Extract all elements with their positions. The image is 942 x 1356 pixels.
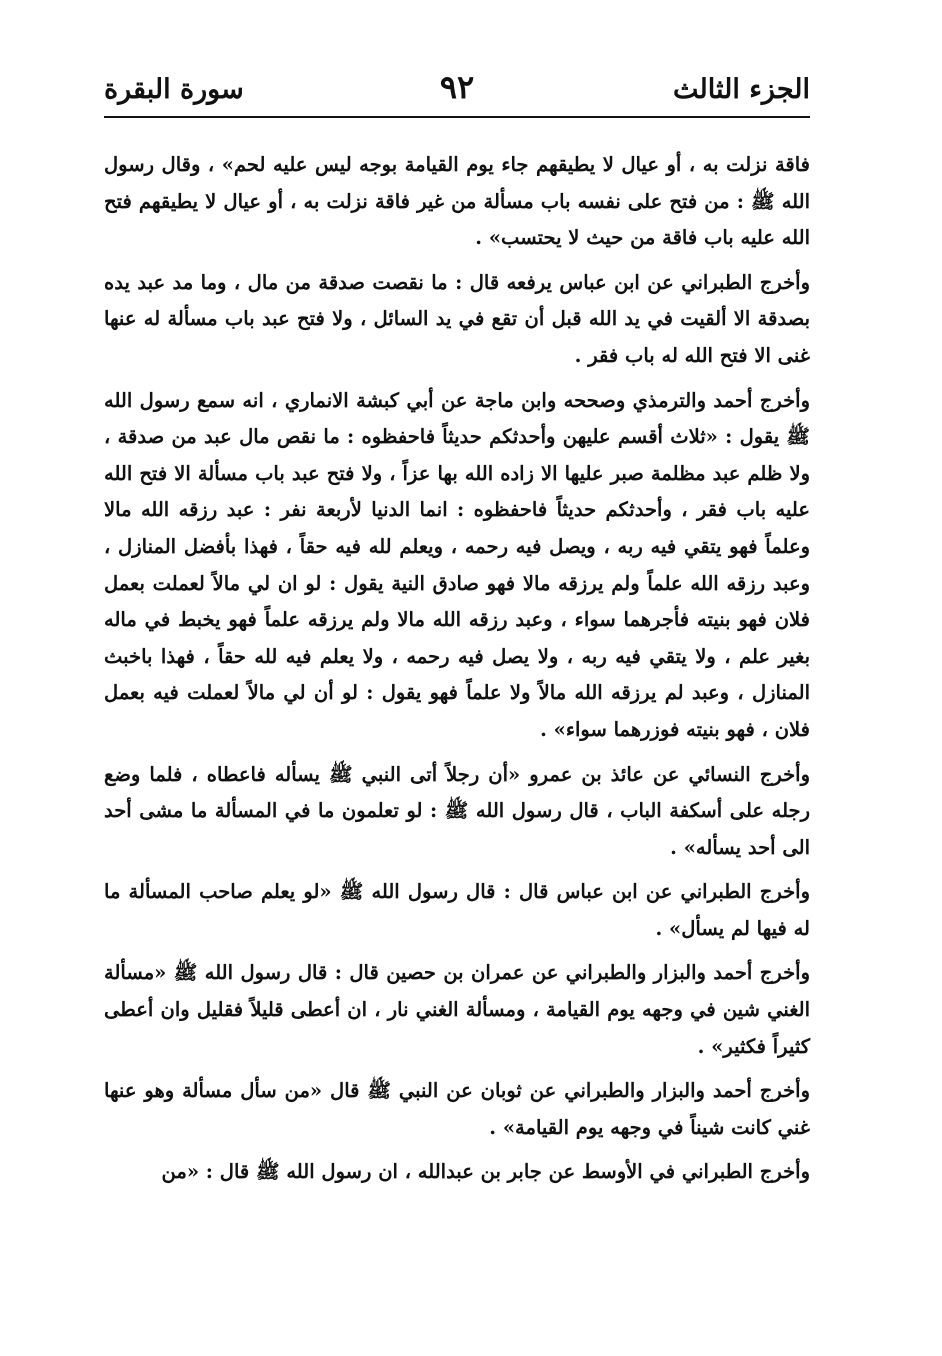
paragraph-4: وأخرج النسائي عن عائذ بن عمرو «أن رجلاً أتى النبي ﷺ يسأله فاعطاه ، فلما وضع رجله على أسكفة الباب ، قال رسول الله ﷺ : لو تعلمون ما في المسألة ما مشى أحد الى أحد يسأله» . <box>104 762 810 859</box>
paragraph-5: وأخرج الطبراني عن ابن عباس قال : قال رسول الله ﷺ «لو يعلم صاحب المسألة ما له فيها لم يسأل» . <box>104 880 810 940</box>
paragraph-2: وأخرج الطبراني عن ابن عباس يرفعه قال : ما نقصت صدقة من مال ، وما مد عبد يده بصدقة الا ألقيت في يد الله قبل أن تقع في يد السائل ، ولا فتح عبد باب مسألة له عنها غنى الا فتح الله له باب فقر . <box>104 270 810 367</box>
paragraph-8: وأخرج الطبراني في الأوسط عن جابر بن عبدالله ، ان رسول الله ﷺ قال : «من <box>161 1160 810 1184</box>
juz-label: الجزء الثالث <box>673 74 810 105</box>
page-header <box>104 66 810 118</box>
paragraph-7: وأخرج أحمد والبزار والطبراني عن ثوبان عن النبي ﷺ قال «من سأل مسألة وهو عنها غني كانت شيناً في وجهه يوم القيامة» . <box>104 1079 810 1139</box>
page-body <box>104 147 810 1199</box>
paragraph-6: وأخرج أحمد والبزار والطبراني عن عمران بن حصين قال : قال رسول الله ﷺ «مسألة الغني شين في وجهه يوم القيامة ، ومسألة الغني نار ، ان أعطى قليلاً فقليل وان أعطى كثيراً فكثير» . <box>104 961 810 1058</box>
page-number: ٩٢ <box>439 68 475 106</box>
paragraph-3: وأخرج أحمد والترمذي وصححه وابن ماجة عن أبي كبشة الانماري ، انه سمع رسول الله ﷺ يقول : «ثلاث أقسم عليهن وأحدثكم حديثاً فاحفظوه : ما نقص مال عبد من صدقة ، ولا ظلم عبد مظلمة صبر عليها الا زاده الله بها عزاً ، ولا فتح عبد باب مسألة الا فتح الله عليه باب فقر ، وأحدثكم حديثاً فاحفظوه : انما الدنيا لأربعة نفر : عبد رزقه الله مالا وعلماً فهو يتقي فيه ربه ، ويصل فيه رحمه ، ويعلم لله فيه حقاً ، فهذا بأفضل المنازل ، وعبد رزقه الله علماً ولم يرزقه مالا فهو صادق النية يقول : لو ان لي مالاً لعملت بعمل فلان فهو بنيته فأجرهما سواء ، وعبد رزقه الله مالا ولم يرزقه علماً فهو يخبط في ماله بغير علم ، ولا يتقي فيه ربه ، ولا يصل فيه رحمه ، ولا يعلم فيه لله حقاً ، فهذا باخبث المنازل ، وعبد لم يرزقه الله مالاً ولا علماً فهو يقول : لو أن لي مالاً لعملت فيه بعمل فلان ، فهو بنيته فوزرهما سواء» . <box>104 388 810 741</box>
paragraph-1: فاقة نزلت به ، أو عيال لا يطيقهم جاء يوم القيامة بوجه ليس عليه لحم» ، وقال رسول الله ﷺ : من فتح على نفسه باب مسألة من غير فاقة نزلت به ، أو عيال لا يطيقهم فتح الله عليه باب فاقة من حيث لا يحتسب» . <box>104 153 810 250</box>
surah-label: سورة البقرة <box>104 74 244 105</box>
